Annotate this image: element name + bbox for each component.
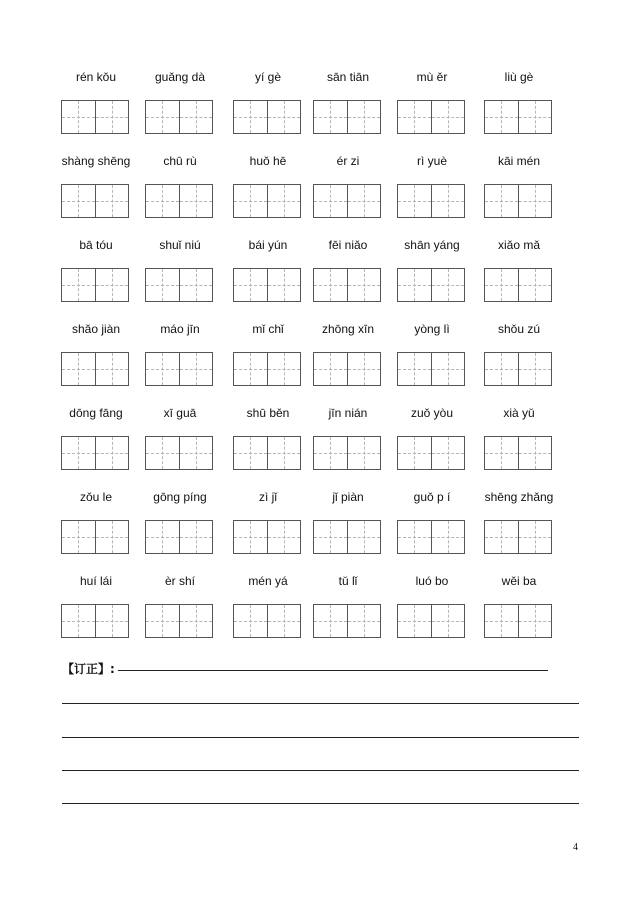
tianzige-square — [314, 353, 347, 385]
guide-line-horizontal — [398, 453, 431, 454]
guide-line-horizontal — [180, 201, 213, 202]
writing-box — [61, 184, 129, 218]
guide-line-horizontal — [314, 285, 347, 286]
guide-line-horizontal — [432, 453, 465, 454]
tianzige-square — [179, 437, 213, 469]
tianzige-square — [267, 521, 301, 553]
guide-line-horizontal — [234, 537, 267, 538]
tianzige-square — [146, 101, 179, 133]
guide-line-horizontal — [314, 201, 347, 202]
tianzige-square — [518, 269, 552, 301]
writing-box — [145, 520, 213, 554]
tianzige-square — [347, 521, 381, 553]
guide-line-horizontal — [96, 537, 129, 538]
tianzige-square — [431, 269, 465, 301]
writing-box — [397, 268, 465, 302]
guide-line-horizontal — [96, 621, 129, 622]
tianzige-square — [347, 269, 381, 301]
tianzige-square — [398, 437, 431, 469]
tianzige-square — [431, 101, 465, 133]
tianzige-square — [314, 101, 347, 133]
tianzige-square — [95, 185, 129, 217]
tianzige-square — [267, 185, 301, 217]
tianzige-square — [62, 185, 95, 217]
writing-box — [397, 100, 465, 134]
guide-line-horizontal — [398, 537, 431, 538]
tianzige-square — [179, 353, 213, 385]
tianzige-square — [485, 185, 518, 217]
writing-line — [62, 803, 579, 804]
tianzige-square — [146, 521, 179, 553]
guide-line-horizontal — [348, 537, 381, 538]
guide-line-horizontal — [62, 453, 95, 454]
writing-line — [62, 703, 579, 704]
guide-line-horizontal — [348, 453, 381, 454]
writing-box — [61, 436, 129, 470]
tianzige-square — [314, 185, 347, 217]
guide-line-horizontal — [348, 201, 381, 202]
guide-line-horizontal — [268, 537, 301, 538]
tianzige-square — [267, 269, 301, 301]
writing-box — [233, 604, 301, 638]
pinyin-label: wěi ba — [501, 574, 537, 588]
tianzige-square — [95, 353, 129, 385]
pinyin-label: guǎng dà — [154, 70, 206, 84]
writing-box — [313, 184, 381, 218]
writing-box — [233, 184, 301, 218]
correction-line — [118, 670, 548, 671]
guide-line-horizontal — [146, 369, 179, 370]
writing-box — [233, 100, 301, 134]
tianzige-square — [267, 605, 301, 637]
tianzige-square — [398, 185, 431, 217]
tianzige-square — [95, 269, 129, 301]
tianzige-square — [234, 353, 267, 385]
guide-line-horizontal — [314, 453, 347, 454]
guide-line-horizontal — [62, 117, 95, 118]
guide-line-horizontal — [519, 201, 552, 202]
writing-box — [397, 520, 465, 554]
tianzige-square — [95, 605, 129, 637]
tianzige-square — [518, 605, 552, 637]
tianzige-square — [267, 437, 301, 469]
guide-line-horizontal — [314, 117, 347, 118]
writing-box — [61, 268, 129, 302]
tianzige-square — [485, 437, 518, 469]
tianzige-square — [347, 185, 381, 217]
writing-box — [397, 604, 465, 638]
pinyin-label: máo jīn — [160, 322, 200, 336]
tianzige-square — [431, 521, 465, 553]
writing-box — [484, 436, 552, 470]
pinyin-label: shǎo jiàn — [71, 322, 121, 336]
guide-line-horizontal — [268, 117, 301, 118]
pinyin-label: mén yá — [248, 574, 288, 588]
guide-line-horizontal — [62, 537, 95, 538]
pinyin-label: zhōng xīn — [321, 322, 375, 336]
tianzige-square — [234, 269, 267, 301]
guide-line-horizontal — [146, 201, 179, 202]
guide-line-horizontal — [348, 621, 381, 622]
writing-box — [484, 604, 552, 638]
pinyin-label: fēi niǎo — [328, 238, 368, 252]
guide-line-horizontal — [180, 369, 213, 370]
guide-line-horizontal — [432, 537, 465, 538]
tianzige-square — [146, 437, 179, 469]
tianzige-square — [485, 353, 518, 385]
guide-line-horizontal — [234, 117, 267, 118]
tianzige-square — [179, 269, 213, 301]
pinyin-label: huǒ hē — [249, 154, 287, 168]
tianzige-square — [95, 521, 129, 553]
guide-line-horizontal — [348, 117, 381, 118]
guide-line-horizontal — [398, 285, 431, 286]
page-number: 4 — [573, 842, 578, 853]
guide-line-horizontal — [485, 453, 518, 454]
pinyin-label: sān tiān — [326, 70, 370, 84]
writing-box — [484, 352, 552, 386]
guide-line-horizontal — [268, 285, 301, 286]
guide-line-horizontal — [432, 369, 465, 370]
writing-box — [61, 604, 129, 638]
guide-line-horizontal — [96, 369, 129, 370]
guide-line-horizontal — [519, 453, 552, 454]
pinyin-label: tǔ lǐ — [338, 574, 358, 588]
guide-line-horizontal — [180, 537, 213, 538]
writing-box — [145, 184, 213, 218]
guide-line-horizontal — [146, 537, 179, 538]
writing-box — [145, 100, 213, 134]
pinyin-label: xiǎo mǎ — [497, 238, 541, 252]
guide-line-horizontal — [432, 285, 465, 286]
guide-line-horizontal — [180, 117, 213, 118]
pinyin-label: zǒu le — [79, 490, 113, 504]
writing-box — [397, 436, 465, 470]
writing-box — [397, 352, 465, 386]
writing-box — [145, 604, 213, 638]
tianzige-square — [314, 269, 347, 301]
tianzige-square — [431, 437, 465, 469]
tianzige-square — [62, 521, 95, 553]
tianzige-square — [234, 521, 267, 553]
pinyin-label: yí gè — [254, 70, 281, 84]
tianzige-square — [146, 605, 179, 637]
guide-line-horizontal — [485, 537, 518, 538]
tianzige-square — [179, 605, 213, 637]
tianzige-square — [179, 185, 213, 217]
tianzige-square — [267, 353, 301, 385]
guide-line-horizontal — [432, 621, 465, 622]
guide-line-horizontal — [398, 369, 431, 370]
guide-line-horizontal — [519, 285, 552, 286]
pinyin-label: kāi mén — [497, 154, 541, 168]
writing-box — [61, 100, 129, 134]
pinyin-label: shān yáng — [404, 238, 460, 252]
guide-line-horizontal — [519, 537, 552, 538]
guide-line-horizontal — [485, 369, 518, 370]
guide-line-horizontal — [485, 117, 518, 118]
guide-line-horizontal — [519, 621, 552, 622]
tianzige-square — [431, 185, 465, 217]
writing-box — [397, 184, 465, 218]
writing-line — [62, 737, 579, 738]
guide-line-horizontal — [180, 453, 213, 454]
tianzige-square — [267, 101, 301, 133]
writing-box — [484, 520, 552, 554]
guide-line-horizontal — [146, 453, 179, 454]
guide-line-horizontal — [62, 369, 95, 370]
tianzige-square — [234, 101, 267, 133]
guide-line-horizontal — [234, 369, 267, 370]
writing-box — [484, 268, 552, 302]
guide-line-horizontal — [268, 621, 301, 622]
pinyin-label: shū běn — [246, 406, 290, 420]
pinyin-label: jīn nián — [328, 406, 368, 420]
tianzige-square — [146, 269, 179, 301]
guide-line-horizontal — [96, 453, 129, 454]
tianzige-square — [314, 437, 347, 469]
tianzige-square — [398, 269, 431, 301]
tianzige-square — [398, 101, 431, 133]
writing-box — [61, 352, 129, 386]
guide-line-horizontal — [96, 285, 129, 286]
tianzige-square — [234, 437, 267, 469]
pinyin-label: zuǒ yòu — [410, 406, 454, 420]
pinyin-label: huí lái — [79, 574, 113, 588]
pinyin-label: mù ěr — [416, 70, 448, 84]
writing-box — [233, 436, 301, 470]
tianzige-square — [398, 605, 431, 637]
guide-line-horizontal — [485, 201, 518, 202]
tianzige-square — [62, 605, 95, 637]
pinyin-label: xī guā — [163, 406, 197, 420]
guide-line-horizontal — [398, 117, 431, 118]
writing-box — [233, 268, 301, 302]
tianzige-square — [485, 521, 518, 553]
tianzige-square — [314, 521, 347, 553]
guide-line-horizontal — [519, 117, 552, 118]
tianzige-square — [518, 521, 552, 553]
guide-line-horizontal — [146, 285, 179, 286]
guide-line-horizontal — [96, 201, 129, 202]
guide-line-horizontal — [485, 285, 518, 286]
pinyin-label: mǐ chǐ — [252, 322, 284, 336]
pinyin-label: liù gè — [504, 70, 534, 84]
tianzige-square — [347, 437, 381, 469]
writing-box — [233, 520, 301, 554]
writing-box — [313, 520, 381, 554]
guide-line-horizontal — [180, 285, 213, 286]
guide-line-horizontal — [314, 369, 347, 370]
tianzige-square — [431, 605, 465, 637]
correction-label: 【订正】: — [62, 662, 115, 676]
pinyin-label: shàng shēng — [61, 154, 131, 168]
tianzige-square — [485, 101, 518, 133]
writing-box — [145, 436, 213, 470]
guide-line-horizontal — [234, 201, 267, 202]
guide-line-horizontal — [62, 285, 95, 286]
tianzige-square — [485, 269, 518, 301]
pinyin-label: shǒu zú — [497, 322, 541, 336]
pinyin-label: ér zi — [336, 154, 360, 168]
pinyin-label: xià yǔ — [503, 406, 535, 420]
tianzige-square — [234, 185, 267, 217]
guide-line-horizontal — [180, 621, 213, 622]
guide-line-horizontal — [432, 201, 465, 202]
tianzige-square — [431, 353, 465, 385]
guide-line-horizontal — [234, 621, 267, 622]
pinyin-label: jǐ piàn — [332, 490, 364, 504]
writing-box — [484, 184, 552, 218]
writing-box — [313, 352, 381, 386]
pinyin-label: shuǐ niú — [159, 238, 201, 252]
pinyin-label: luó bo — [415, 574, 449, 588]
guide-line-horizontal — [314, 621, 347, 622]
writing-box — [313, 436, 381, 470]
guide-line-horizontal — [146, 621, 179, 622]
tianzige-square — [398, 353, 431, 385]
guide-line-horizontal — [398, 201, 431, 202]
tianzige-square — [347, 605, 381, 637]
guide-line-horizontal — [398, 621, 431, 622]
tianzige-square — [179, 521, 213, 553]
tianzige-square — [146, 185, 179, 217]
tianzige-square — [518, 353, 552, 385]
pinyin-label: èr shí — [164, 574, 195, 588]
writing-box — [233, 352, 301, 386]
pinyin-label: bái yún — [248, 238, 288, 252]
guide-line-horizontal — [96, 117, 129, 118]
writing-box — [145, 352, 213, 386]
tianzige-square — [62, 269, 95, 301]
guide-line-horizontal — [62, 201, 95, 202]
pinyin-label: shēng zhǎng — [484, 490, 554, 504]
guide-line-horizontal — [62, 621, 95, 622]
pinyin-label: rén kǒu — [75, 70, 117, 84]
guide-line-horizontal — [268, 201, 301, 202]
guide-line-horizontal — [348, 369, 381, 370]
pinyin-label: rì yuè — [416, 154, 447, 168]
tianzige-square — [314, 605, 347, 637]
tianzige-square — [518, 185, 552, 217]
writing-line — [62, 770, 579, 771]
guide-line-horizontal — [485, 621, 518, 622]
writing-box — [313, 268, 381, 302]
writing-box — [313, 100, 381, 134]
writing-box — [61, 520, 129, 554]
tianzige-square — [485, 605, 518, 637]
pinyin-label: chū rù — [163, 154, 197, 168]
pinyin-label: guǒ p í — [413, 490, 451, 504]
writing-box — [145, 268, 213, 302]
guide-line-horizontal — [234, 453, 267, 454]
pinyin-label: bā tóu — [79, 238, 113, 252]
pinyin-label: zì jǐ — [259, 490, 277, 504]
tianzige-square — [62, 101, 95, 133]
tianzige-square — [518, 437, 552, 469]
guide-line-horizontal — [432, 117, 465, 118]
guide-line-horizontal — [314, 537, 347, 538]
guide-line-horizontal — [234, 285, 267, 286]
guide-line-horizontal — [268, 369, 301, 370]
pinyin-label: gōng píng — [153, 490, 207, 504]
guide-line-horizontal — [348, 285, 381, 286]
writing-box — [313, 604, 381, 638]
tianzige-square — [347, 353, 381, 385]
writing-box — [484, 100, 552, 134]
guide-line-horizontal — [519, 369, 552, 370]
tianzige-square — [518, 101, 552, 133]
pinyin-label: yòng lì — [414, 322, 450, 336]
tianzige-square — [347, 101, 381, 133]
tianzige-square — [146, 353, 179, 385]
tianzige-square — [95, 101, 129, 133]
guide-line-horizontal — [268, 453, 301, 454]
pinyin-label: dōng fāng — [69, 406, 123, 420]
tianzige-square — [179, 101, 213, 133]
tianzige-square — [398, 521, 431, 553]
guide-line-horizontal — [146, 117, 179, 118]
tianzige-square — [62, 353, 95, 385]
tianzige-square — [95, 437, 129, 469]
tianzige-square — [62, 437, 95, 469]
tianzige-square — [234, 605, 267, 637]
